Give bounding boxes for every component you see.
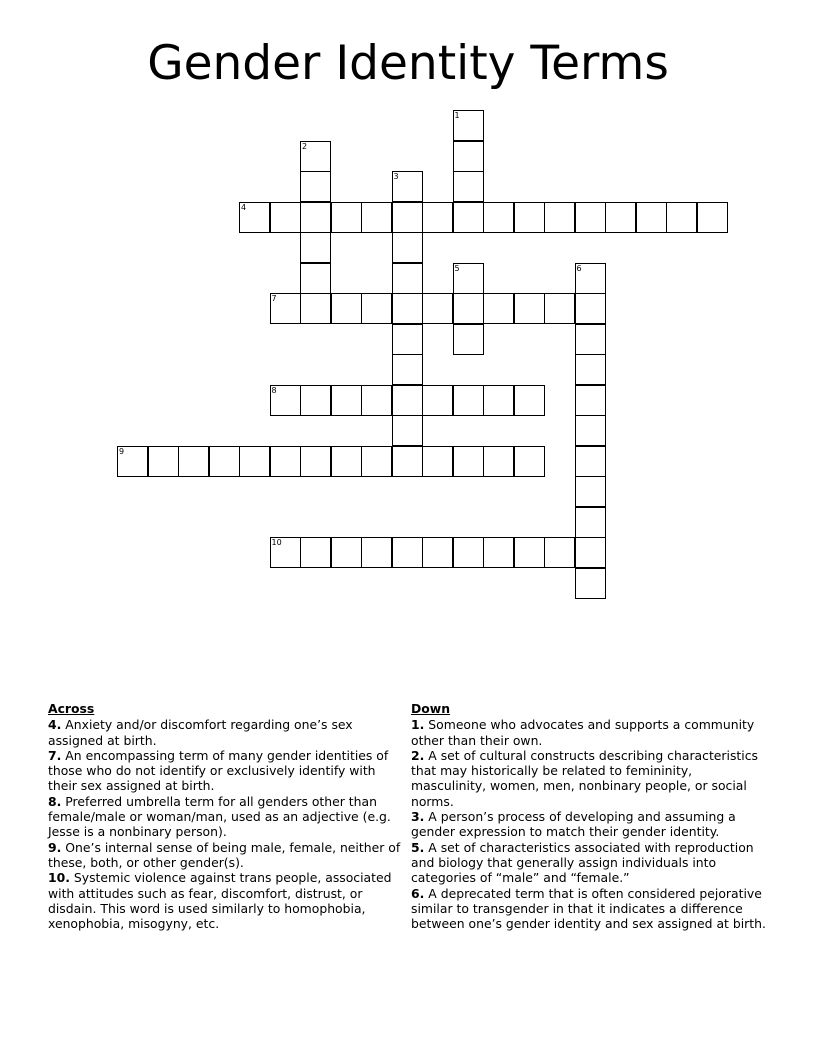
crossword-cell[interactable] bbox=[239, 202, 270, 233]
crossword-cell[interactable] bbox=[636, 202, 667, 233]
crossword-cell[interactable] bbox=[422, 202, 453, 233]
clue-number: 3. bbox=[411, 809, 425, 825]
cell-number: 10 bbox=[271, 538, 282, 547]
clue-text: A deprecated term that is often considered pejorative similar to transgender in that it indicates a difference between one’s gender identity and sex assigned at birth. bbox=[411, 885, 766, 932]
clue-across-4 bbox=[48, 717, 408, 748]
down-clues bbox=[411, 701, 771, 931]
crossword-cell[interactable] bbox=[422, 446, 453, 477]
crossword-cell[interactable] bbox=[483, 293, 514, 324]
cell-number: 2 bbox=[302, 141, 308, 151]
clue-down-3 bbox=[411, 809, 771, 840]
crossword-cell[interactable] bbox=[575, 202, 606, 233]
clue-text: Anxiety and/or discomfort regarding one’s sex assigned at birth. bbox=[48, 717, 353, 748]
crossword-cell[interactable] bbox=[148, 446, 179, 477]
cell-number: 3 bbox=[393, 172, 399, 181]
crossword-cell[interactable] bbox=[392, 415, 423, 446]
crossword-cell[interactable] bbox=[331, 202, 362, 233]
clue-number: 8. bbox=[48, 793, 62, 809]
crossword-cell[interactable] bbox=[575, 446, 606, 477]
crossword-cell[interactable] bbox=[392, 446, 423, 477]
crossword-cell[interactable] bbox=[544, 537, 575, 568]
crossword-cell[interactable] bbox=[392, 232, 423, 263]
crossword-cell[interactable] bbox=[575, 263, 606, 294]
cell-number: 4 bbox=[241, 202, 247, 212]
crossword-cell[interactable] bbox=[300, 385, 331, 416]
clue-number: 4. bbox=[48, 717, 62, 733]
crossword-cell[interactable] bbox=[453, 385, 484, 416]
across-heading: Across bbox=[48, 701, 95, 716]
crossword-cell[interactable] bbox=[514, 446, 545, 477]
crossword-cell[interactable] bbox=[575, 568, 606, 599]
clue-number: 1. bbox=[411, 717, 425, 733]
clue-across-9 bbox=[48, 840, 408, 871]
crossword-cell[interactable] bbox=[270, 537, 301, 568]
crossword-cell[interactable] bbox=[422, 293, 453, 324]
crossword-cell[interactable] bbox=[453, 110, 484, 141]
crossword-cell[interactable] bbox=[697, 202, 728, 233]
crossword-cell[interactable] bbox=[392, 324, 423, 355]
clue-text: One’s internal sense of being male, female, neither of these, both, or other gender(s). bbox=[48, 839, 401, 870]
crossword-cell[interactable] bbox=[544, 293, 575, 324]
crossword-cell[interactable] bbox=[361, 293, 392, 324]
crossword-cell[interactable] bbox=[483, 385, 514, 416]
clue-text: An encompassing term of many gender identities of those who do not identify or exclusively identify with their sex assigned at birth. bbox=[48, 747, 389, 794]
clue-number: 5. bbox=[411, 839, 425, 855]
cell-number: 6 bbox=[576, 263, 582, 273]
crossword-cell[interactable] bbox=[453, 446, 484, 477]
cell-number: 8 bbox=[271, 385, 277, 395]
crossword-cell[interactable] bbox=[331, 446, 362, 477]
clue-text: Someone who advocates and supports a community other than their own. bbox=[411, 717, 755, 748]
across-clues bbox=[48, 701, 408, 931]
page-title: Gender Identity Terms bbox=[147, 36, 669, 91]
crossword-cell[interactable] bbox=[483, 537, 514, 568]
clue-number: 2. bbox=[411, 747, 425, 763]
crossword-cell[interactable] bbox=[392, 202, 423, 233]
clue-across-8 bbox=[48, 794, 408, 840]
crossword-cell[interactable] bbox=[453, 263, 484, 294]
crossword-cell[interactable] bbox=[453, 537, 484, 568]
crossword-cell[interactable] bbox=[666, 202, 697, 233]
crossword-cell[interactable] bbox=[453, 324, 484, 355]
cell-number: 7 bbox=[271, 294, 277, 303]
crossword-cell[interactable] bbox=[239, 446, 270, 477]
crossword-cell[interactable] bbox=[575, 293, 606, 324]
crossword-cell[interactable] bbox=[331, 293, 362, 324]
cell-number: 5 bbox=[454, 263, 460, 273]
crossword-cell[interactable] bbox=[392, 354, 423, 385]
crossword-cell[interactable] bbox=[270, 293, 301, 324]
clue-across-7 bbox=[48, 748, 408, 794]
crossword-cell[interactable] bbox=[422, 537, 453, 568]
crossword-cell[interactable] bbox=[270, 385, 301, 416]
crossword-cell[interactable] bbox=[575, 354, 606, 385]
crossword-cell[interactable] bbox=[575, 537, 606, 568]
crossword-cell[interactable] bbox=[361, 446, 392, 477]
crossword-cell[interactable] bbox=[514, 537, 545, 568]
crossword-cell[interactable] bbox=[117, 446, 148, 477]
crossword-cell[interactable] bbox=[453, 171, 484, 202]
crossword-cell[interactable] bbox=[514, 385, 545, 416]
crossword-cell[interactable] bbox=[605, 202, 636, 233]
crossword-cell[interactable] bbox=[300, 232, 331, 263]
crossword-cell[interactable] bbox=[514, 202, 545, 233]
crossword-cell[interactable] bbox=[300, 446, 331, 477]
crossword-cell[interactable] bbox=[300, 171, 331, 202]
crossword-cell[interactable] bbox=[300, 141, 331, 172]
crossword-cell[interactable] bbox=[178, 446, 209, 477]
clue-text: Systemic violence against trans people, associated with attitudes such as fear, discomfort, distrust, or disdain. This word is used similarly to homophobia, xenophobia, misogyny, etc. bbox=[48, 870, 392, 932]
crossword-cell[interactable] bbox=[361, 385, 392, 416]
crossword-cell[interactable] bbox=[331, 385, 362, 416]
crossword-cell[interactable] bbox=[575, 507, 606, 538]
crossword-cell[interactable] bbox=[300, 537, 331, 568]
crossword-cell[interactable] bbox=[483, 446, 514, 477]
clue-text: Preferred umbrella term for all genders other than female/male or woman/man, used as an adjective (e.g. Jesse is a nonbinary person). bbox=[48, 793, 391, 840]
clue-number: 10. bbox=[48, 870, 70, 886]
crossword-cell[interactable] bbox=[453, 141, 484, 172]
cell-number: 9 bbox=[119, 446, 125, 456]
clue-down-6 bbox=[411, 886, 771, 932]
crossword-cell[interactable] bbox=[361, 202, 392, 233]
crossword-cell[interactable] bbox=[209, 446, 240, 477]
down-heading: Down bbox=[411, 701, 451, 716]
crossword-cell[interactable] bbox=[270, 446, 301, 477]
crossword-cell[interactable] bbox=[300, 263, 331, 294]
crossword-cell[interactable] bbox=[300, 202, 331, 233]
crossword-cell[interactable] bbox=[392, 293, 423, 324]
clue-down-1 bbox=[411, 717, 771, 748]
crossword-cell[interactable] bbox=[392, 263, 423, 294]
crossword-cell[interactable] bbox=[361, 537, 392, 568]
crossword-cell[interactable] bbox=[392, 537, 423, 568]
clue-number: 9. bbox=[48, 839, 62, 855]
crossword-cell[interactable] bbox=[453, 293, 484, 324]
clue-text: A person’s process of developing and assuming a gender expression to match their gender identity. bbox=[411, 809, 736, 840]
crossword-cell[interactable] bbox=[331, 537, 362, 568]
crossword-cell[interactable] bbox=[575, 324, 606, 355]
cell-number: 1 bbox=[454, 111, 460, 120]
crossword-cell[interactable] bbox=[422, 385, 453, 416]
clue-down-5 bbox=[411, 840, 771, 886]
clue-number: 7. bbox=[48, 747, 62, 763]
crossword-cell[interactable] bbox=[575, 385, 606, 416]
clue-text: A set of characteristics associated with reproduction and biology that generally assign individuals into categories of “male” and “female.” bbox=[411, 839, 754, 886]
crossword-cell[interactable] bbox=[575, 476, 606, 507]
crossword-cell[interactable] bbox=[575, 415, 606, 446]
crossword-cell[interactable] bbox=[392, 171, 423, 202]
clue-text: A set of cultural constructs describing characteristics that may historically be related to femininity, masculinity, women, men, nonbinary people, or social norms. bbox=[411, 747, 758, 809]
crossword-cell[interactable] bbox=[270, 202, 301, 233]
crossword-cell[interactable] bbox=[392, 385, 423, 416]
crossword-cell[interactable] bbox=[483, 202, 514, 233]
crossword-cell[interactable] bbox=[300, 293, 331, 324]
clue-down-2 bbox=[411, 748, 771, 809]
crossword-cell[interactable] bbox=[453, 202, 484, 233]
crossword-cell[interactable] bbox=[514, 293, 545, 324]
clue-number: 6. bbox=[411, 885, 425, 901]
clue-across-10 bbox=[48, 870, 408, 931]
crossword-cell[interactable] bbox=[544, 202, 575, 233]
